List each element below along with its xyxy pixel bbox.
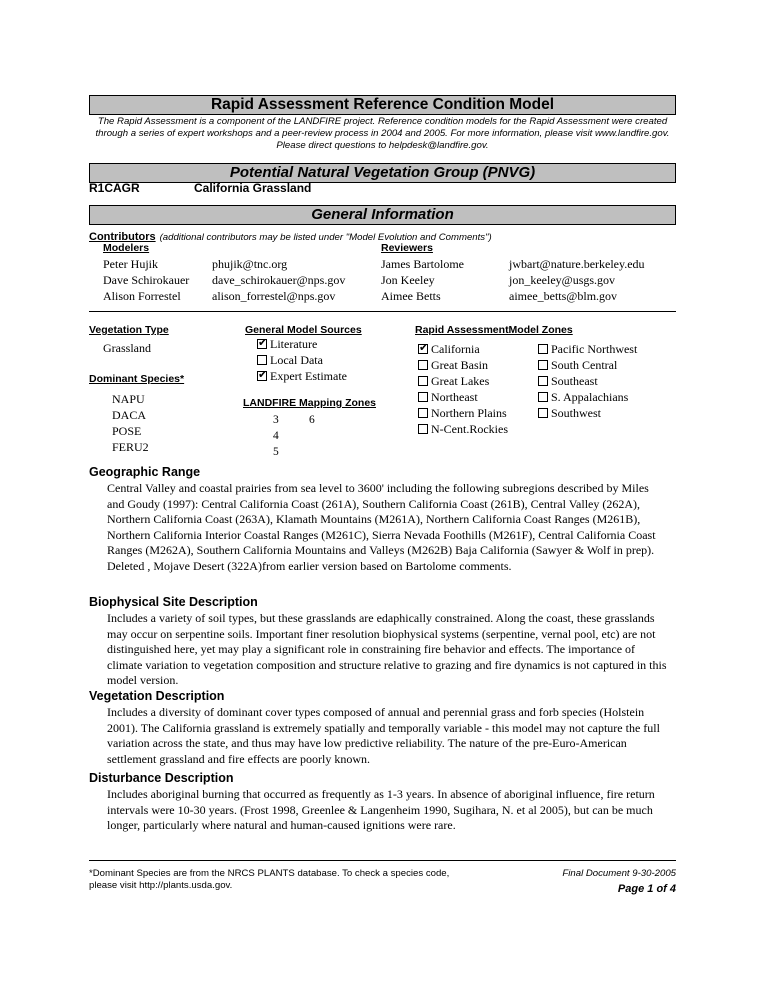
- checkbox-empty-icon: [418, 408, 428, 418]
- mapping-zone: 6: [309, 414, 315, 426]
- reviewer-email: jwbart@nature.berkeley.edu: [509, 257, 645, 271]
- reviewer-email: aimee_betts@blm.gov: [509, 289, 618, 303]
- mapping-zones-col2: [309, 412, 315, 428]
- checkbox-checked-icon: [418, 344, 428, 354]
- zone-label: Southeast: [551, 373, 598, 388]
- contributors-note: (additional contributors may be listed under "Model Evolution and Comments"): [159, 232, 492, 243]
- checkbox-empty-icon: [418, 376, 428, 386]
- checkbox-checked-icon: [257, 371, 267, 381]
- source-expert-estimate: [257, 368, 347, 384]
- checkbox-empty-icon: [418, 360, 428, 370]
- zone-label: S. Appalachians: [551, 389, 629, 404]
- zone-pacific-northwest: [538, 341, 637, 357]
- zone-northern-plains: [418, 405, 508, 421]
- zone-label: South Central: [551, 357, 618, 372]
- zone-n-cent-rockies: [418, 421, 508, 437]
- footer-document: Final Document 9-30-2005: [562, 868, 676, 879]
- reviewer-name: Jon Keeley: [381, 273, 435, 287]
- model-sources-label: General Model Sources: [245, 324, 362, 336]
- source-label: Local Data: [270, 352, 323, 367]
- pnvg-code: R1CAGR: [89, 181, 140, 195]
- zone-label: Northeast: [431, 389, 478, 404]
- modelers-label: Modelers: [103, 242, 150, 254]
- divider: [89, 311, 676, 312]
- pnvg-name: California Grassland: [194, 181, 312, 195]
- reviewer-name: Aimee Betts: [381, 289, 441, 303]
- zone-label: Pacific Northwest: [551, 341, 638, 356]
- checkbox-empty-icon: [538, 360, 548, 370]
- zone-label: Northern Plains: [431, 405, 507, 420]
- species-code: NAPU: [112, 392, 145, 406]
- model-zones-col1: [418, 341, 508, 437]
- zone-northeast: [418, 389, 508, 405]
- zone-southeast: [538, 373, 637, 389]
- zone-label: Great Basin: [431, 357, 488, 372]
- reviewers-label: Reviewers: [381, 242, 433, 254]
- modeler-name: Alison Forrestel: [103, 289, 181, 303]
- reviewers-emails: [509, 256, 645, 304]
- zone-southwest: [538, 405, 637, 421]
- modeler-email: phujik@tnc.org: [212, 257, 288, 271]
- zone-label: California: [431, 341, 480, 356]
- checkbox-empty-icon: [538, 408, 548, 418]
- source-local-data: [257, 352, 347, 368]
- modeler-email: dave_schirokauer@nps.gov: [212, 273, 346, 287]
- modelers-names: [103, 256, 189, 304]
- page-number: Page 1 of 4: [617, 883, 676, 895]
- reviewer-email: jon_keeley@usgs.gov: [509, 273, 616, 287]
- vegetation-type-value: Grassland: [103, 341, 151, 355]
- source-label: Literature: [270, 336, 318, 351]
- modelers-emails: [212, 256, 345, 304]
- zone-label: Southwest: [551, 405, 602, 420]
- mapping-zone: 5: [273, 446, 279, 458]
- contributors-label: Contributors: [89, 231, 156, 243]
- intro-text: The Rapid Assessment is a component of the LANDFIRE project. Reference condition models for the Rapid Assessment were created through a series of expert workshops and a peer-review process in 2004 and 2005. For more information, please visit www.landfire.gov. Please direct questions to helpdesk@landfire.gov.: [95, 116, 670, 151]
- zone-s-appalachians: [538, 389, 637, 405]
- dominant-species-label: Dominant Species*: [89, 373, 185, 385]
- zone-label: Great Lakes: [431, 373, 490, 388]
- vegetation-type-label: Vegetation Type: [89, 324, 169, 336]
- zone-great-basin: [418, 357, 508, 373]
- species-code: POSE: [112, 424, 142, 438]
- vegetation-description-text: Includes a diversity of dominant cover types composed of annual and perennial grass and forb species (Holstein 2001). The California grassland is extremely spatially and temporally variable - this model may not capture the full variation across the state, and thus may have low predictive reliability. The nature of the pre-Euro-American settlement grassland and fire effects are poorly known.: [107, 705, 660, 766]
- zone-south-central: [538, 357, 637, 373]
- modeler-email: alison_forrestel@nps.gov: [212, 289, 336, 303]
- vegetation-description-heading: Vegetation Description: [89, 689, 225, 703]
- source-literature: [257, 336, 347, 352]
- geographic-range-heading: Geographic Range: [89, 465, 201, 479]
- geographic-range-text: Central Valley and coastal prairies from sea level to 3600' including the following subregions described by Miles and Goudy (1997): Central California Coast (261A), Southern California Coast (261B), Central Valley (262A), Northern California Coast (263A), Klamath Mountains (M261A), Northern California Coast Ranges (M261B), Northern California Interior Coastal Ranges (M261C), Sierra Nevada Foothills (M261F), Central California Coast Ranges (M262A), Southern California Mountains and Valleys (M262B) Baja California (Sawyer & Wolf in prep). Deleted , Mojave Desert (322A)from earlier version based on Bartolome comments.: [107, 481, 656, 573]
- footer-divider: [89, 860, 676, 861]
- species-code: DACA: [112, 408, 147, 422]
- checkbox-checked-icon: [257, 339, 267, 349]
- footer-note: *Dominant Species are from the NRCS PLANTS database. To check a species code, please visit http://plants.usda.gov.: [89, 868, 450, 891]
- general-info-heading: General Information: [89, 205, 676, 225]
- disturbance-heading: Disturbance Description: [89, 771, 234, 785]
- pnvg-heading: Potential Natural Vegetation Group (PNVG): [89, 163, 676, 183]
- model-sources-list: [257, 336, 347, 384]
- model-zones-label: Rapid AssessmentModel Zones: [415, 324, 573, 336]
- reviewers-names: [381, 256, 464, 304]
- species-code: FERU2: [112, 440, 149, 454]
- disturbance-text: Includes aboriginal burning that occurred as frequently as 1-3 years. In absence of aboriginal influence, fire return intervals were 10-30 years. (Frost 1998, Greenlee & Langenheim 1990, Sugihara, N. et al 2005), but can be much longer, particularly where natural and human-caused ignitions were rare.: [107, 787, 655, 833]
- biophysical-text: Includes a variety of soil types, but these grasslands are edaphically constrained. Along the coast, these grasslands may occur on serpentine soils. Important finer resolution biophysical systems (serpentine, vernal pool, etc) are not distinguished here, yet may play a significant role in constraining fire behavior and effects. The importance of climate variation to vegetation composition and structure relative to grazing and fire dynamics is not captured in this model version.: [107, 611, 667, 688]
- zone-label: N-Cent.Rockies: [431, 421, 508, 436]
- zone-great-lakes: [418, 373, 508, 389]
- mapping-zone: 4: [273, 430, 279, 442]
- zone-california: [418, 341, 508, 357]
- biophysical-heading: Biophysical Site Description: [89, 595, 258, 609]
- modeler-name: Dave Schirokauer: [103, 273, 190, 287]
- mapping-zones-label: LANDFIRE Mapping Zones: [243, 397, 376, 409]
- source-label: Expert Estimate: [270, 368, 347, 383]
- modeler-name: Peter Hujik: [103, 257, 158, 271]
- checkbox-empty-icon: [538, 376, 548, 386]
- checkbox-empty-icon: [538, 392, 548, 402]
- checkbox-empty-icon: [418, 392, 428, 402]
- model-zones-col2: [538, 341, 637, 421]
- page-title: Rapid Assessment Reference Condition Model: [89, 95, 676, 115]
- dominant-species-list: [112, 391, 149, 455]
- checkbox-empty-icon: [257, 355, 267, 365]
- checkbox-empty-icon: [418, 424, 428, 434]
- checkbox-empty-icon: [538, 344, 548, 354]
- mapping-zones-col1: [273, 412, 279, 460]
- mapping-zone: 3: [273, 414, 279, 426]
- reviewer-name: James Bartolome: [381, 257, 464, 271]
